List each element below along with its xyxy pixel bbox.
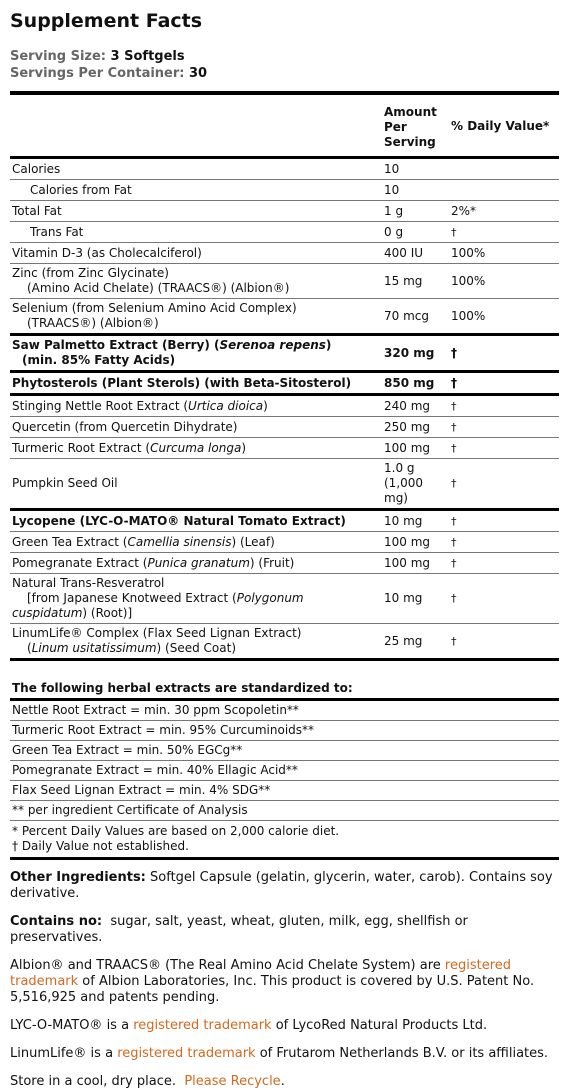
- storage-notice: Store in a cool, dry place. Please Recycle.: [10, 1074, 285, 1089]
- table-row: Pumpkin Seed Oil 1.0 g (1,000 mg) †: [10, 459, 559, 510]
- serving-size-label: Serving Size:: [10, 49, 107, 64]
- nutrient-table: [10, 95, 559, 860]
- table-row: Trans Fat 0 g †: [10, 222, 559, 243]
- serving-info: [10, 48, 559, 82]
- table-row: Vitamin D-3 (as Cholecalciferol) 400 IU 100%: [10, 243, 559, 264]
- serving-size-value: 3 Softgels: [110, 49, 185, 64]
- servings-label: Servings Per Container:: [10, 66, 185, 81]
- panel-title: Supplement Facts: [10, 10, 203, 32]
- serving-size: [10, 48, 559, 65]
- albion-notice: Albion® and TRAACS® (The Real Amino Acid Chelate System) are registered trademark of Albion Laboratories, Inc. This product is covered by U.S. Patent No. 5,516,925 and patents pending.: [10, 958, 535, 1005]
- table-row: Phytosterols (Plant Sterols) (with Beta-Sitosterol) 850 mg †: [10, 372, 559, 395]
- table-row: Total Fat 1 g 2%*: [10, 201, 559, 222]
- list-item: ** per ingredient Certificate of Analysis: [10, 801, 559, 821]
- dv-header: % Daily Value*: [447, 95, 559, 158]
- footnote-dagger: † Daily Value not established.: [12, 839, 189, 853]
- table-row: Zinc (from Zinc Glycinate) (Amino Acid Chelate) (TRAACS®) (Albion®) 15 mg 100%: [10, 264, 559, 299]
- footnote-percent: * Percent Daily Values are based on 2,000 calorie diet.: [12, 824, 340, 838]
- trademark-link[interactable]: registered trademark: [10, 958, 512, 989]
- table-row: Pomegranate Extract (Punica granatum) (Fruit) 100 mg †: [10, 553, 559, 574]
- table-row: Quercetin (from Quercetin Dihydrate) 250 mg †: [10, 417, 559, 438]
- table-row: Natural Trans-Resveratrol [from Japanese Knotweed Extract (Polygonum cuspidatum) (Root)] 10 mg †: [10, 574, 559, 624]
- table-header: [10, 95, 559, 158]
- servings-value: 30: [189, 66, 208, 81]
- list-item: Green Tea Extract = min. 50% EGCg**: [10, 741, 559, 761]
- table-row: Calories from Fat 10: [10, 180, 559, 201]
- supplement-facts-panel: [10, 0, 559, 1090]
- table-row: Turmeric Root Extract (Curcuma longa) 100 mg †: [10, 438, 559, 459]
- standardized-header-row: [10, 660, 559, 700]
- other-ingredients: Other Ingredients: Softgel Capsule (gelatin, glycerin, water, carob). Contains soy derivative.: [10, 870, 553, 901]
- footnotes: [10, 821, 559, 859]
- table-row: Saw Palmetto Extract (Berry) (Serenoa repens) (min. 85% Fatty Acids) 320 mg †: [10, 335, 559, 372]
- amount-header: Amount Per Serving: [379, 95, 447, 158]
- servings-per-container: [10, 65, 559, 82]
- lycomato-notice: LYC-O-MATO® is a registered trademark of LycoRed Natural Products Ltd.: [10, 1018, 488, 1033]
- trademark-link[interactable]: registered trademark: [117, 1046, 256, 1061]
- list-item: Nettle Root Extract = min. 30 ppm Scopoletin**: [10, 700, 559, 721]
- table-row: Lycopene (LYC-O-MATO® Natural Tomato Extract) 10 mg †: [10, 510, 559, 532]
- list-item: Turmeric Root Extract = min. 95% Curcuminoids**: [10, 721, 559, 741]
- contains-no: Contains no: sugar, salt, yeast, wheat, gluten, milk, egg, shellfish or preservatives.: [10, 914, 468, 945]
- table-row: Green Tea Extract (Camellia sinensis) (Leaf) 100 mg †: [10, 532, 559, 553]
- trademark-link[interactable]: registered trademark: [133, 1018, 272, 1033]
- list-item: Flax Seed Lignan Extract = min. 4% SDG**: [10, 781, 559, 801]
- list-item: Pomegranate Extract = min. 40% Ellagic Acid**: [10, 761, 559, 781]
- standardized-heading: The following herbal extracts are standardized to:: [10, 660, 559, 700]
- table-row: Stinging Nettle Root Extract (Urtica dioica) 240 mg †: [10, 395, 559, 417]
- table-row: Calories 10: [10, 158, 559, 180]
- recycle-link[interactable]: Please Recycle: [184, 1074, 281, 1089]
- linumlife-notice: LinumLife® is a registered trademark of Frutarom Netherlands B.V. or its affiliates.: [10, 1046, 549, 1061]
- table-row: LinumLife® Complex (Flax Seed Lignan Extract) (Linum usitatissimum) (Seed Coat) 25 mg †: [10, 624, 559, 660]
- table-row: Selenium (from Selenium Amino Acid Complex) (TRAACS®) (Albion®) 70 mcg 100%: [10, 299, 559, 335]
